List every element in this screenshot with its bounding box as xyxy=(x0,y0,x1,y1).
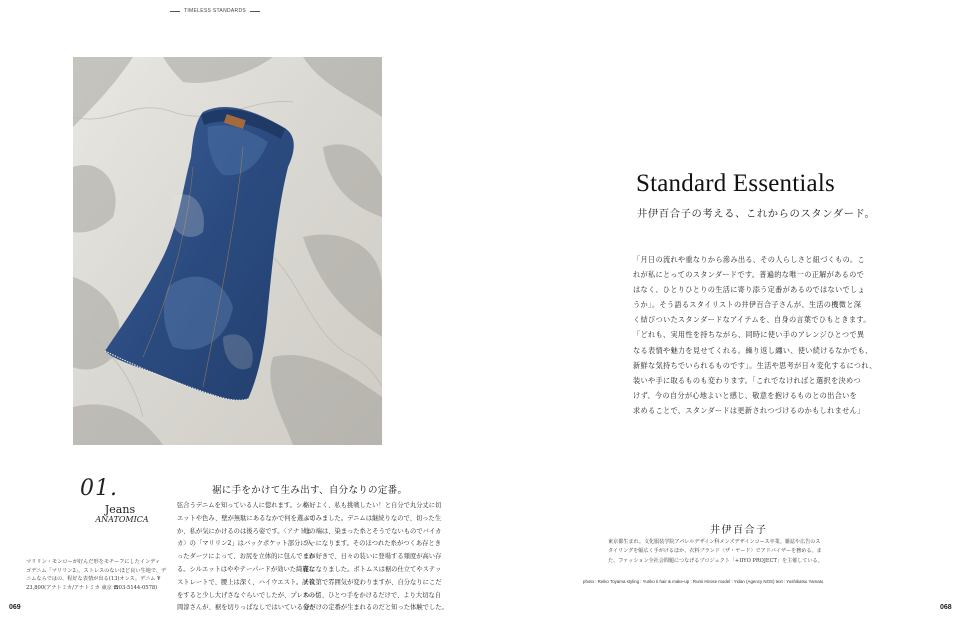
body-line: ったダーツによって、お尻を立体的に包んでくれ xyxy=(177,553,316,561)
quote-line: はなく、ひとりひとりの生活に寄り添う定番があるのではないでしょ xyxy=(633,285,865,295)
body-column-1 xyxy=(177,500,321,615)
profile-bio xyxy=(608,538,858,566)
header-rule-left xyxy=(170,11,180,12)
body-column-2 xyxy=(303,500,448,615)
quote-line: 装いや手に取るものも変わります。「これでなければと選択を決めつ xyxy=(633,375,861,385)
body-line: か、私が気にかけるのは後ろ姿です。〈アナトミ xyxy=(177,527,312,535)
feature-quote xyxy=(633,252,877,418)
caption-line: 23,800(アナトミカ/アナトミカ 東京 ☎03-5144-0578) xyxy=(26,584,158,591)
item-number: 01. xyxy=(80,476,118,501)
quote-line: なる表情や魅力を見せてくれる。繰り返し纏い、使い続けるなかでも、 xyxy=(633,345,873,355)
item-heading: 裾に手をかけて生み出す、自分なりの定番。 xyxy=(212,485,408,496)
body-line: をすると少し大げさなぐらいでしたが、プレスの信 xyxy=(177,591,322,599)
bio-line: タイリングを幅広く手がけるほか、衣料ブランド〈ザ・ヤード〉でアドバイザーを務める。ま xyxy=(608,548,822,555)
photo-credits: photo : Reiko Toyama styling : Yuriko Ii hair & make-up : Rumi Hirose model : Yidan (Agency NOS) text : Yoshikatsu Yamato xyxy=(583,579,824,584)
caption-line: ニムならではの、程好な表情が出る(13)オンス。デニム ¥ xyxy=(26,576,161,582)
item-title: Jeans xyxy=(104,503,136,516)
body-line: カ〉の「マリリン2」はバックポケット部分に入 xyxy=(177,540,313,548)
body-line: 岡淳さんが、裾を切りっぱなしではいている姿が xyxy=(177,604,316,612)
bio-line: た、ファッション全社会問題につなげるプロジェクト「+IIYO PROJECT」を主催している。 xyxy=(608,557,823,564)
caption-line: マリリン・モンローが好んだ形をモチーフにしたインディ xyxy=(26,559,161,565)
quote-line: 「月日の流れや重なりから滲み出る、その人らしさと紐づくもの。こ xyxy=(633,255,865,264)
body-line: ラーになります。そのほつれた糸がつくあ存とき xyxy=(303,540,442,548)
item-brand: ANATOMICA xyxy=(95,515,149,524)
quote-line: 求めることで、スタンダードは更新されつづけるのかもしれません」 xyxy=(633,405,865,415)
body-line: わって、ひとつ手をかけるだけで、より大切な自 xyxy=(303,591,442,599)
body-line: 格好よく、私も挑戦したい！と自分で丸分丈に切 xyxy=(303,502,442,509)
page-number-left: 069 xyxy=(9,604,21,611)
header-label: TIMELESS STANDARDS xyxy=(184,8,246,14)
feature-title: Standard Essentials xyxy=(636,170,835,197)
body-line: 地の端は、染まった糸とそうでないものでバイカ xyxy=(303,527,442,535)
quote-line: けず、今の自分が心地よいと感じ、敬意を抱けるものとの出合いを xyxy=(633,390,858,400)
body-line: る。シルエットはややテーパードが効いた綺麗な xyxy=(177,565,315,573)
body-line: ストレートで、腰上は深く、ハイウエスト。試着 xyxy=(177,578,315,586)
quote-line: うか」。そう語るスタイリストの井伊百合子さんが、生活の機微と深 xyxy=(633,300,862,310)
caption-line: ゴデニム「マリリン2」。ストレスのないほど良い生地で、デ xyxy=(26,567,167,574)
section-header xyxy=(170,8,270,14)
body-line: ってみました。デニムは継続りなので、切った生 xyxy=(303,514,442,522)
jeans-photo xyxy=(73,57,382,445)
feature-subtitle: 井伊百合子の考える、これからのスタンダード。 xyxy=(637,208,876,220)
item-caption xyxy=(26,558,166,592)
body-line: 在になりました。ボトムスは裾の仕立てやステッ xyxy=(303,565,442,573)
body-line: まが好きで、日々の装いに登場する頻度が高い存 xyxy=(303,553,442,561)
quote-line: れが私にとってのスタンダードです。普遍的な唯一の正解があるので xyxy=(633,270,865,280)
body-line: 分だけの定番が生まれるのだと知った体験でした。 xyxy=(303,604,448,612)
profile-name: 井伊百合子 xyxy=(710,525,768,536)
quote-line: く結びついたスタンダードなアイテムを、自身の言葉でひもときます。 xyxy=(633,315,871,325)
body-line: エットや色み、壁が無駄にあるなかで何を選ぶの xyxy=(177,514,316,522)
quote-line: 「どれも、実用性を持ちながら、同時に使い手のアレンジひとつで異 xyxy=(633,330,865,340)
quote-line: 新鮮な気持ちでいられるものです」。生活や思考が日々変化するにつれ、 xyxy=(633,360,877,370)
header-rule-right xyxy=(250,11,260,12)
page-number-right: 068 xyxy=(940,604,952,611)
body-line: チ次第で雰囲気が変わりますが、自分なりにこだ xyxy=(303,578,442,586)
body-line: 弦合うデニムを知っている人に惚れます。シル xyxy=(177,502,309,509)
bio-line: 東京都生まれ。文化服装学院アパレルデザイン科メンズデザインコース卒業。雑誌や広告のス xyxy=(608,539,821,545)
